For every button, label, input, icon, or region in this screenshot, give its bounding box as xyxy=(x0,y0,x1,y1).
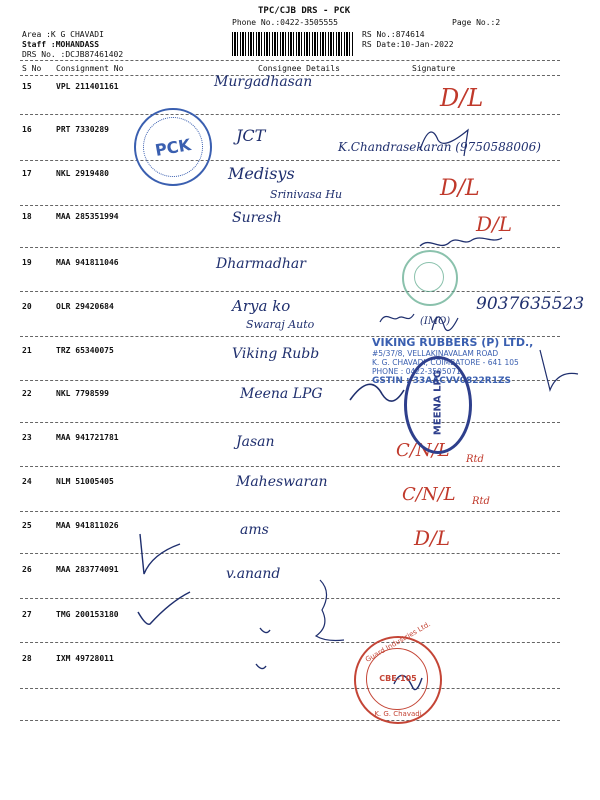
row-sno: 23 xyxy=(22,433,32,442)
handwritten-consignee: Murgadhasan xyxy=(214,74,313,90)
row-sno: 20 xyxy=(22,302,32,311)
row-sno: 28 xyxy=(22,654,32,663)
area-label: Area :K G CHAVADI xyxy=(22,30,104,39)
handwritten-consignee: Swaraj Auto xyxy=(246,318,315,331)
not-delivered-mark: C/N/L xyxy=(402,484,456,505)
row-sno: 15 xyxy=(22,82,32,91)
handwritten-consignee: Srinivasa Hu xyxy=(270,188,343,201)
viking-name: VIKING RUBBERS (P) LTD., xyxy=(372,336,534,349)
handwritten-consignee: ams xyxy=(240,522,269,538)
row-sno: 27 xyxy=(22,610,32,619)
delivered-mark: D/L xyxy=(476,212,513,236)
row-consignment: TRZ 65340075 xyxy=(56,346,114,355)
tick-mark xyxy=(260,628,270,633)
signature-phone: 9037635523 xyxy=(476,294,585,314)
row-sno: 16 xyxy=(22,125,32,134)
handwritten-consignee: Jasan xyxy=(236,434,275,450)
returned-note: Rtd xyxy=(466,454,484,465)
rs-number: RS No.:874614 xyxy=(362,30,425,39)
signature-stroke xyxy=(540,350,578,390)
signature-note: (IMO) xyxy=(420,316,451,327)
row-consignment: TMG 200153180 xyxy=(56,610,119,619)
page-title: TPC/CJB DRS - PCK xyxy=(258,6,351,16)
row-consignment: IXM 49728011 xyxy=(56,654,114,663)
signature-stroke xyxy=(350,384,404,401)
row-sno: 17 xyxy=(22,169,32,178)
viking-address-1: #5/37/8, VELLAKINAVALAM ROAD xyxy=(372,349,499,358)
row-sno: 19 xyxy=(22,258,32,267)
row-consignment: MAA 941811046 xyxy=(56,258,119,267)
row-sno: 24 xyxy=(22,477,32,486)
row-sno: 21 xyxy=(22,346,32,355)
handwritten-consignee: Maheswaran xyxy=(236,474,328,490)
row-consignment: MAA 283774091 xyxy=(56,565,119,574)
viking-gstin: GSTIN : 33AACVV0822R1ZS xyxy=(372,376,511,386)
row-consignment: PRT 7330289 xyxy=(56,125,109,134)
phone-number: Phone No.:0422-3505555 xyxy=(232,18,338,27)
delivered-mark: D/L xyxy=(440,176,480,201)
row-consignment: MAA 941811026 xyxy=(56,521,119,530)
page-number: Page No.:2 xyxy=(452,18,501,27)
handwritten-consignee: v.anand xyxy=(226,566,281,582)
tick-mark xyxy=(256,664,266,669)
row-consignment: NKL 7798599 xyxy=(56,389,109,398)
tick-mark xyxy=(138,592,190,624)
handwritten-consignee: JCT xyxy=(236,126,266,145)
signature-stroke xyxy=(432,317,458,331)
row-consignment: NKL 2919480 xyxy=(56,169,109,178)
rs-date: RS Date:10-Jan-2022 xyxy=(362,40,454,49)
meena-lpg-text: MEENA LPG xyxy=(432,369,444,436)
col-sno: S No xyxy=(22,64,42,73)
row-consignment: VPL 211401161 xyxy=(56,82,119,91)
row-sno: 25 xyxy=(22,521,32,530)
staff-label: Staff :MOHANDASS xyxy=(22,40,100,49)
col-consignment: Consignment No xyxy=(56,64,124,73)
signature-stroke xyxy=(316,580,344,641)
tick-mark xyxy=(140,534,180,574)
handwritten-consignee: Medisys xyxy=(228,164,295,183)
row-consignment: NLM 51005405 xyxy=(56,477,114,486)
col-signature: Signature xyxy=(412,64,456,73)
not-delivered-mark: C/N/L xyxy=(396,440,450,461)
delivered-mark: D/L xyxy=(414,526,451,550)
delivered-mark: D/L xyxy=(440,84,484,112)
row-consignment: MAA 285351994 xyxy=(56,212,119,221)
row-sno: 18 xyxy=(22,212,32,221)
col-consignee: Consignee Details xyxy=(258,64,340,73)
signature-stroke xyxy=(380,314,414,322)
row-sno: 22 xyxy=(22,389,32,398)
guard-center-text: CBE-105 xyxy=(379,674,417,683)
viking-phone: PHONE : 0422-3505071 xyxy=(372,367,461,376)
handwritten-consignee: Viking Rubb xyxy=(232,346,320,362)
signature-stroke xyxy=(394,675,422,689)
row-consignment: MAA 941721781 xyxy=(56,433,119,442)
drs-number: DRS No. :DCJB87461402 xyxy=(22,50,124,59)
signature-stroke xyxy=(420,130,468,156)
row-sno: 26 xyxy=(22,565,32,574)
row-consignment: OLR 29420684 xyxy=(56,302,114,311)
handwritten-consignee: Arya ko xyxy=(232,297,291,315)
signature-text: K.Chandrasekaran (9750588006) xyxy=(338,140,541,154)
signature-stroke xyxy=(420,238,502,246)
pck-stamp-text: PCK xyxy=(153,134,193,160)
guard-inner-text: K. G. Chavadi xyxy=(374,710,422,718)
handwritten-consignee: Meena LPG xyxy=(240,386,323,402)
guard-outer-text: Guard Industries Ltd. xyxy=(364,620,432,664)
handwritten-consignee: Dharmadhar xyxy=(216,256,306,272)
handwritten-consignee: Suresh xyxy=(232,210,282,226)
viking-address-2: K. G. CHAVADI, COIMBATORE - 641 105 xyxy=(372,358,519,367)
returned-note: Rtd xyxy=(472,496,490,507)
